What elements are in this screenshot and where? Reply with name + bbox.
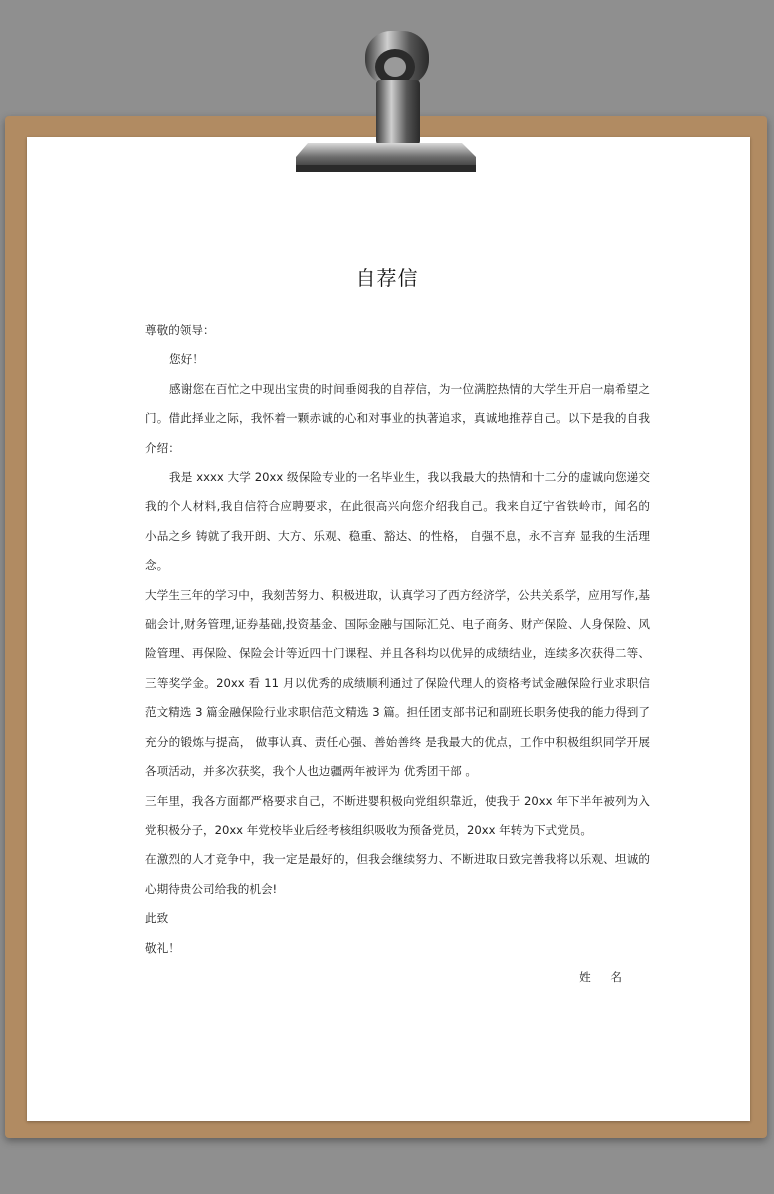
- greeting: 您好！: [169, 352, 204, 367]
- binder-clip-icon: [290, 25, 480, 180]
- regards: 敬礼！: [145, 940, 180, 955]
- paragraph-closing: 在激烈的人才竞争中，我一定是最好的，但我会继续努力、不断进取日致完善我将以乐观、坦诚的心期待贵公司给我的机会!: [145, 852, 650, 896]
- signature: 姓 名: [579, 969, 630, 984]
- letter-body: [145, 316, 650, 992]
- paragraph-studies: 大学生三年的学习中，我刻苦努力、积极进取，认真学习了西方经济学，公共关系学，应用写作,基础会计,财务管理,证券基础,投资基金、国际金融与国际汇兑、电子商务、财产保险、人身保险、风险管理、再保险、保险会计等近四十门课程、并且各科均以优异的成绩结业，连续多次获得二等、三等奖学金。20xx 看 11 月以优秀的成绩顺利通过了保险代理人的资格考试金融保险行业求职信范文精选 3 篇金融保险行业求职信范文精选 3 篇。担任团支部书记和副班长职务使我的能力得到了充分的锻炼与提高， 做事认真、责任心强、善始善终 是我最大的优点，工作中积极组织同学开展各项活动，并多次获奖，我个人也边疆两年被评为 优秀团干部 。: [145, 587, 650, 779]
- paragraph-background: 我是 xxxx 大学 20xx 级保险专业的一名毕业生，我以我最大的热情和十二分的虚诚向您递交我的个人材料,我自信符合应聘要求，在此很高兴向您介绍我自己。我来自辽宁省铁岭市，闻名的 小品之乡 铸就了我开朗、大方、乐观、稳重、豁达、的性格， 自强不息，永不言弃 显我的生活理念。: [145, 470, 650, 573]
- letter-title: 自荐信: [355, 266, 419, 290]
- salutation: 尊敬的领导：: [145, 323, 215, 337]
- paragraph-intro: 感谢您在百忙之中现出宝贵的时间垂阅我的自荐信，为一位满腔热情的大学生开启一扇希望之门。借此择业之际，我怀着一颗赤诚的心和对事业的执著追求，真诚地推荐自己。以下是我的自我介绍：: [145, 381, 650, 455]
- closing: 此致: [145, 911, 169, 926]
- paragraph-party: 三年里，我各方面都严格要求自己，不断进婴积极向党组织靠近，使我于 20xx 年下半年被列为入党积极分子，20xx 年党校毕业后经考核组织吸收为预备党员，20xx 年转为下式党员。: [145, 793, 650, 837]
